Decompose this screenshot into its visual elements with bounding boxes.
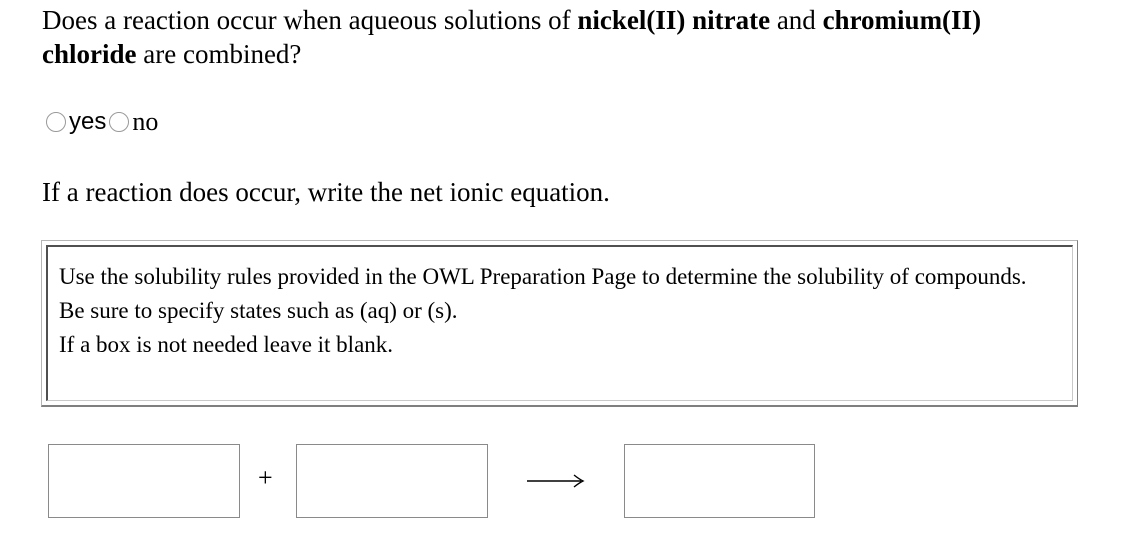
reactant-2-input[interactable] [296, 444, 488, 518]
yes-radio[interactable] [46, 112, 66, 132]
reactant-2: chromium(II) chloride [42, 5, 982, 69]
instruction-text: If a reaction does occur, write the net ionic equation. [42, 177, 610, 207]
question-part-2: and [770, 5, 823, 35]
product-input[interactable] [624, 444, 815, 518]
no-radio[interactable] [109, 112, 129, 132]
hint-panel [41, 240, 1078, 407]
plus-symbol: + [258, 463, 273, 492]
yes-label[interactable]: yes [69, 108, 107, 135]
hint-panel-inner [46, 245, 1073, 401]
hint-line-3: If a box is not needed leave it blank. [59, 332, 394, 357]
long-right-arrow-icon [527, 472, 585, 488]
question-text [42, 3, 1082, 71]
no-label[interactable]: no [132, 107, 159, 136]
reaction-choice-group [46, 107, 161, 137]
choice-yes[interactable] [46, 108, 106, 136]
hint-line-1: Use the solubility rules provided in the OWL Preparation Page to determine the solubility of compounds. [59, 264, 1027, 289]
choice-no[interactable] [109, 107, 158, 137]
reactant-1: nickel(II) nitrate [577, 5, 771, 35]
question-part-3: are combined? [136, 39, 302, 69]
question-part-1: Does a reaction occur when aqueous solutions of [42, 5, 578, 35]
hint-line-2: Be sure to specify states such as (aq) or (s). [59, 298, 458, 323]
reactant-1-input[interactable] [48, 444, 240, 518]
